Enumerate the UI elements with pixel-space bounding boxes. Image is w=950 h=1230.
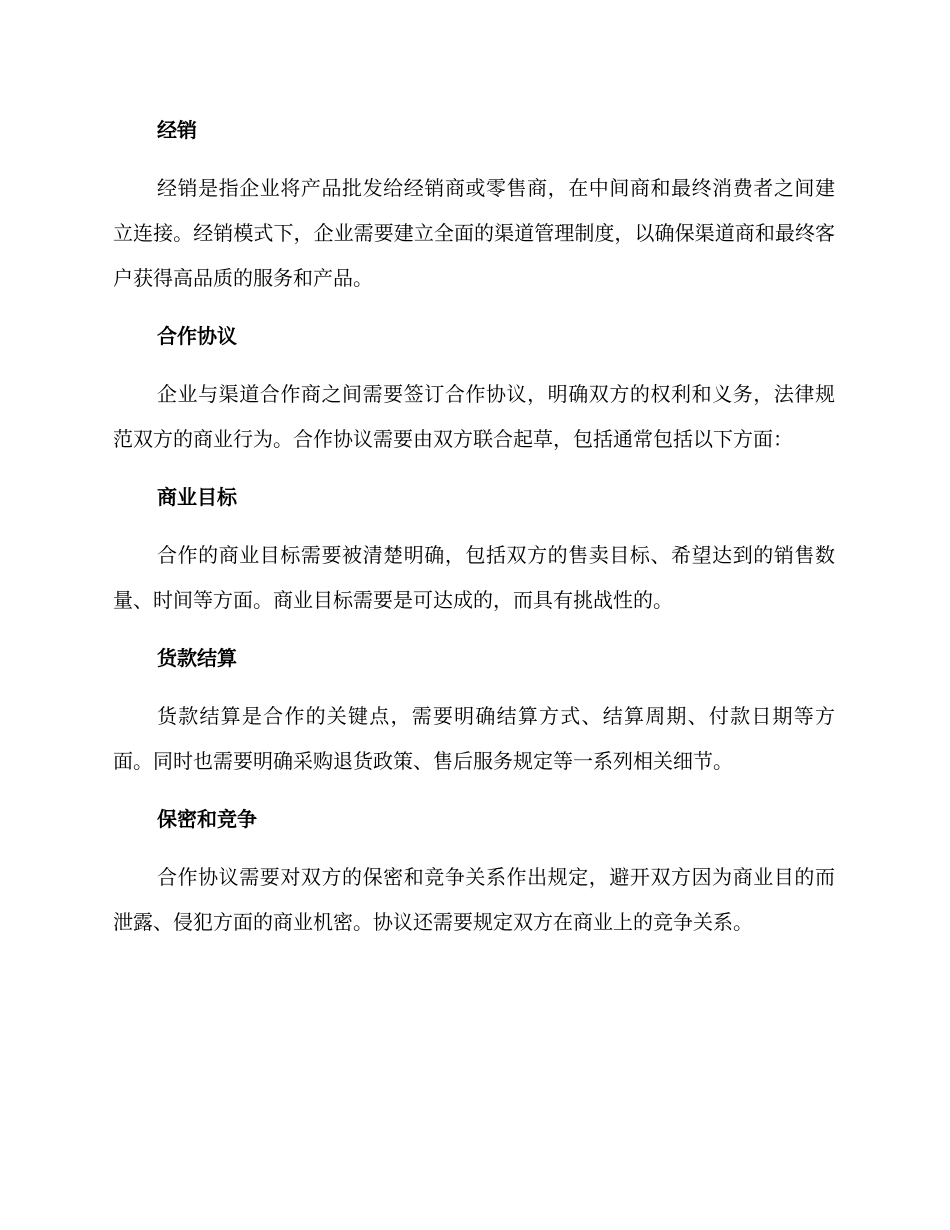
section-body-payment-settlement: 货款结算是合作的关键点，需要明确结算方式、结算周期、付款日期等方面。同时也需要明确采购退货政策、售后服务规定等一系列相关细节。: [113, 704, 835, 773]
document-page: [113, 108, 835, 945]
section-heading-confidentiality-competition: 保密和竞争: [157, 807, 257, 831]
section-heading-distribution: 经销: [157, 118, 197, 142]
section-body-cooperation-agreement: 企业与渠道合作商之间需要签订合作协议，明确双方的权利和义务，法律规范双方的商业行为。合作协议需要由双方联合起草，包括通常包括以下方面：: [113, 382, 835, 451]
section-heading-cooperation-agreement: 合作协议: [157, 324, 237, 348]
section-body-business-goals: 合作的商业目标需要被清楚明确，包括双方的售卖目标、希望达到的销售数量、时间等方面。商业目标需要是可达成的，而具有挑战性的。: [113, 543, 835, 612]
section-heading-payment-settlement: 货款结算: [157, 646, 237, 670]
section-body-confidentiality-competition: 合作协议需要对双方的保密和竞争关系作出规定，避开双方因为商业目的而泄露、侵犯方面的商业机密。协议还需要规定双方在商业上的竞争关系。: [113, 865, 835, 934]
section-body-distribution: 经销是指企业将产品批发给经销商或零售商，在中间商和最终消费者之间建立连接。经销模式下，企业需要建立全面的渠道管理制度，以确保渠道商和最终客户获得高品质的服务和产品。: [113, 176, 835, 290]
section-heading-business-goals: 商业目标: [157, 485, 237, 509]
